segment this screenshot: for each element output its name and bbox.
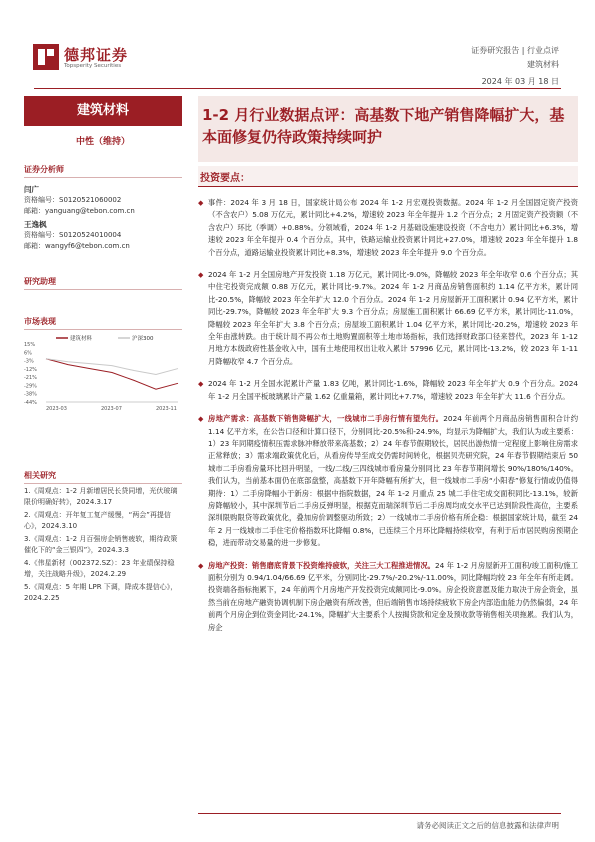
- page-header: [0, 0, 595, 90]
- legend-label: 建筑材料: [70, 336, 93, 342]
- assistant-heading: 研究助理: [24, 276, 182, 290]
- logo-subtitle: Topsperity Securities: [64, 63, 122, 69]
- y-tick-label: -3%: [24, 358, 34, 365]
- y-tick-label: -12%: [24, 366, 37, 373]
- market-chart-svg: [24, 334, 182, 414]
- y-tick-label: -38%: [24, 391, 37, 398]
- report-type: 证券研究报告 | 行业点评 建筑材料: [471, 46, 559, 69]
- market-section: [24, 316, 182, 330]
- bullet-icon: ◆: [198, 561, 204, 570]
- related-item[interactable]: 5.《周观点：5 年期 LPR 下调，降成本提信心》，2024.2.25: [24, 583, 178, 602]
- related-heading: 相关研究: [24, 470, 182, 484]
- industry-title: 建筑材料: [24, 96, 182, 126]
- paragraph-investment: ◆ 房地产投资：销售磨底背景下投资维持疲软，关注三大工程推进情况。24 年 1-2 月房屋新开工面积/竣工面积/施工面积分别为 0.94/1.04/66.69 亿平米，分别同比-29.7%/-20.2%/-11.00%，同比降幅均较 23 年全年有所走阔。投资端各指标拖累下，24 年前两个月房地产开发投资完成额同比-9.0%。房企投资意愿及能力取决于房企资金，虽然当前在房地产融资协调机制下房企融资有所改善，但后端销售市场持续疲软下房企内部造血能力仍然偏弱，24 年前两个月房企到位资金同比-24.1%，降幅扩大主要系个人按揭贷款和定金及预收款等销售相关项拖累。我们认为，房企: [198, 560, 579, 632]
- logo-text: 德邦证券: [64, 46, 129, 64]
- tebon-logo-icon: [33, 44, 59, 70]
- bullet-icon: ◆: [198, 271, 204, 280]
- related-section: [24, 470, 182, 604]
- y-tick-label: -21%: [24, 375, 37, 382]
- paragraph-cement-glass: ◆ 2024 年 1-2 月全国水泥累计产量 1.83 亿吨，累计同比-1.6%，降幅较 2023 年全年扩大 0.9 个百分点。2024 年 1-2 月全国平板玻璃累计产量 1.62 亿重量箱，累计同比+7.7%，增速较 2023 年全年扩大 11.6 个百分点。: [198, 379, 578, 401]
- sidebar-header: [24, 96, 182, 147]
- y-tick-label: 6%: [24, 350, 32, 357]
- analyst-heading: 证券分析师: [24, 164, 182, 178]
- analyst-section: [24, 164, 182, 252]
- y-tick-label: -29%: [24, 383, 37, 390]
- title-block: [198, 96, 578, 162]
- x-tick-label: 2023-03: [46, 406, 67, 412]
- report-title: 1-2 月行业数据点评：高基数下地产销售降幅扩大，基本面修复仍待政策持续呵护: [202, 106, 565, 146]
- x-tick-label: 2023-11: [156, 406, 177, 412]
- related-item[interactable]: 2.《周观点：开年复工复产缓慢，“两会”再提信心》，2024.3.10: [24, 511, 171, 530]
- main-content: [198, 96, 578, 634]
- bullet-icon: ◆: [198, 415, 204, 424]
- related-item[interactable]: 1.《周观点：1-2 月新增居民长贷同增，光伏玻璃限价明确好转》，2024.3.17: [24, 487, 178, 506]
- y-tick-label: -44%: [24, 400, 37, 406]
- footer-disclaimer: 请务必阅读正文之后的信息披露和法律声明: [416, 821, 559, 830]
- bullet-icon: ◆: [198, 199, 204, 207]
- analyst-2: 王逸枫 资格编号：S0120524010004 邮箱：wangyf6@tebon.com.cn: [24, 220, 130, 250]
- legend-label: 沪深300: [132, 336, 154, 342]
- market-chart: [24, 334, 182, 414]
- paragraph-event: ◆ 事件：2024 年 3 月 18 日，国家统计局公布 2024 年 1-2 月宏观投资数据。2024 年 1-2 月全国固定资产投资（不含农户）5.08 万亿元，累计同比+4.2%，增速较 2023 年全年提升 1.2 个百分点；2 月固定资产投资额（不含农户）环比（季调）+0.88%。分领域看，2024 年 1-2 月基础设施建设投资（不含电力）累计同比+6.3%，增速较 2023 年全年提升 0.4 个百分点，其中，铁路运输业投资累计同比+27.0%，增速较 2023 年全年提升 1.8 个百分点，道路运输业投资累计同比+8.3%，增速较 2023 年全年提升 9.0 个百分点。: [198, 198, 578, 257]
- footer-divider: [198, 813, 561, 814]
- y-tick-label: 15%: [24, 342, 36, 348]
- bullet-icon: ◆: [198, 380, 204, 389]
- x-tick-label: 2023-07: [101, 406, 122, 412]
- market-heading: 市场表现: [24, 316, 182, 330]
- paragraph-demand: ◆ 房地产需求：高基数下销售降幅扩大，一线城市二手房行情有望先行。2024 年前两个月商品房销售面积合计约 1.14 亿平方米，在公告口径和计算口径下，分别同比-20.5%和-24.9%，均显示为降幅扩大，我们认为或主要系：1）23 年同期疫情积压需求脉冲释放带来高基数；2）24 年春节假期较长，居民出游热情一定程度上影响住房需求正常释放；3）需求端政策优化后，从看房传导至成交仍需时间转化，根据贝壳研究院，24 年春节假期结束后 50 城市二手房看房量环比回升明显，一线/二线/三四线城市看房量分别同比 23 年春节期间增长 90%/180%/140%。我们认为，当前基本面仍在底部盘整，高基数下开年降幅有所扩大，但一线城市二手房“小阳春”修复行情或仍值得期待：1）二手房降幅小于新房：根据中指院数据，24 年 1-2 月重点 25 城二手住宅成交面积同比-13.1%，较新房降幅较小，其中深圳节后二手房反弹明显，根据克而瑞深圳节后二手房周均成交水平已达到阶段性高位，主要系深圳限购限贷等政策优化，叠加房价调整驱动所致；2）一线城市二手房价格有所企稳：根据国家统计局，截至 24 年 2 月一线城市二手住宅价格指数环比降幅 0.8%，已连续三个月环比降幅持续收窄，有利于后市居民购房预期企稳，进而带动交易量的进一步修复。: [198, 414, 579, 548]
- related-item[interactable]: 3.《周观点：1-2 月百强房企销售疲软，期待政策催化下的“金三银四”》，2024.3.3: [24, 535, 178, 554]
- related-item[interactable]: 4.《伟星新材（002372.SZ）：23 年业绩保持稳增，关注战略升级》，2024.2.29: [24, 559, 175, 578]
- assistant-section: [24, 276, 182, 290]
- header-divider: [34, 88, 561, 89]
- points-heading: 投资要点：: [198, 166, 578, 187]
- report-date: 2024 年 03 月 18 日: [481, 77, 559, 86]
- paragraph-real-estate-data: ◆ 2024 年 1-2 月全国房地产开发投资 1.18 万亿元，累计同比-9.0%，降幅较 2023 年全年收窄 0.6 个百分点；其中住宅投资完成额 0.88 万亿元，累计同比-9.7%。2024 年 1-2 月商品房销售面积约 1.14 亿平方米，累计同比-20.5%，降幅较 2023 年全年扩大 12.0 个百分点。2024 年 1-2 月房屋新开工面积累计 0.94 亿平方米，累计同比-29.7%，降幅较 2023 年全年扩大 9.3 个百分点；房屋施工面积累计 66.69 亿平方米，累计同比-11.0%，降幅较 2023 年全年扩大 3.8 个百分点；房屋竣工面积累计 1.04 亿平方米，累计同比-20.2%，增速较 2023 年全年由涨转跌。由于统计局不再公布土地购置面积等土地市场指标，我们选择财政部口径来替代，2023 年 1-12 月地方本级政府性基金收入中，国有土地使用权出让收入累计 57996 亿元，累计同比-13.2%，较 2023 年 1-11 月降幅收窄 4.7 个百分点。: [198, 270, 578, 366]
- rating-badge: 中性（维持）: [75, 137, 130, 147]
- analyst-1: 闫广 资格编号：S0120521060002 邮箱：yanguang@tebon.com.cn: [24, 185, 135, 215]
